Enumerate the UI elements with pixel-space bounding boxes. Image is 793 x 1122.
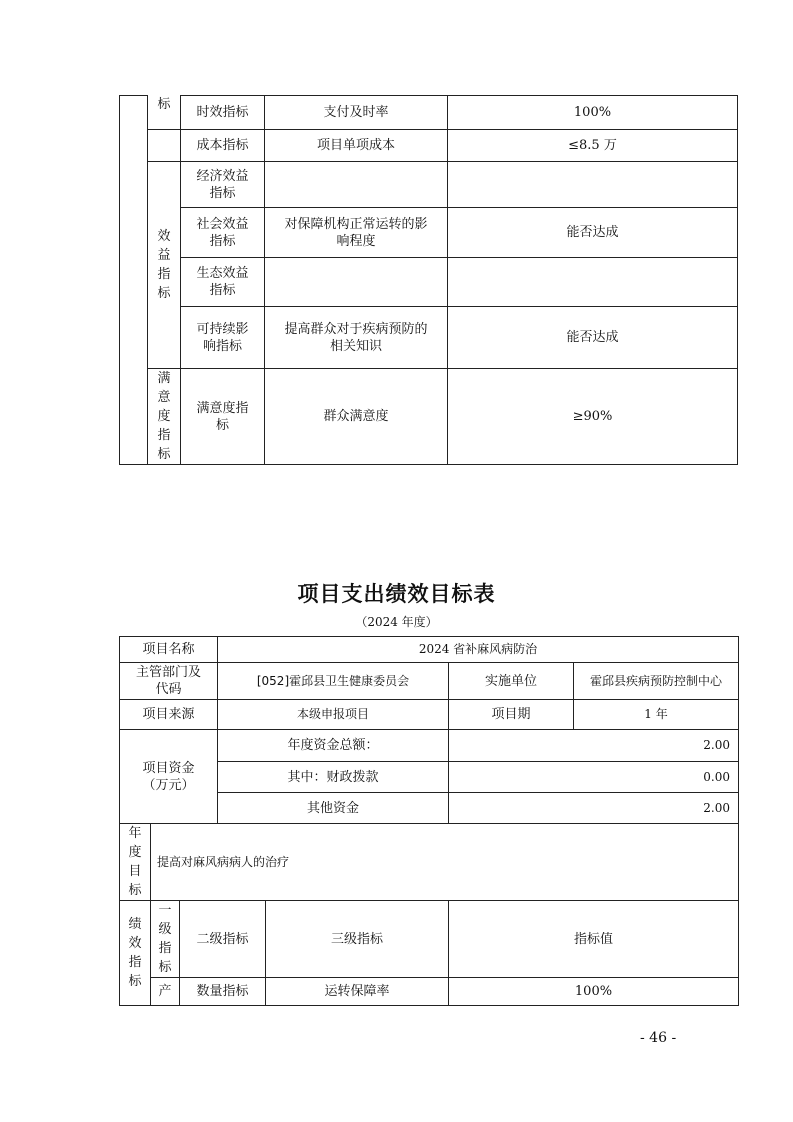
fund-total-value: 2.00	[449, 730, 739, 762]
source-label: 项目来源	[120, 700, 218, 730]
level3-cell: 运转保障率	[266, 978, 449, 1006]
level3-cell: 对保障机构正常运转的影 响程度	[265, 208, 448, 258]
value-cell: 100%	[448, 96, 738, 130]
value-cell: 能否达成	[448, 208, 738, 258]
source-value: 本级申报项目	[218, 700, 449, 730]
dept-value: [052]霍邱县卫生健康委员会	[218, 663, 449, 700]
group-tail-label: 标	[148, 96, 181, 130]
level1-header: 一 级 指 标	[151, 901, 180, 978]
outer-blank-cell	[120, 96, 148, 465]
fund-other-value: 2.00	[449, 793, 739, 824]
fund-total-label: 年度资金总额：	[218, 730, 449, 762]
level2-cell: 生态效益 指标	[181, 258, 265, 307]
level3-cell	[265, 258, 448, 307]
fund-other-label: 其他资金	[218, 793, 449, 824]
value-cell	[448, 258, 738, 307]
level3-header: 三级指标	[266, 901, 449, 978]
level2-cell: 经济效益 指标	[181, 162, 265, 208]
fund-fiscal-label: 其中：财政拨款	[218, 762, 449, 793]
performance-indicator-label: 绩 效 指 标	[120, 901, 151, 1006]
continued-indicator-table	[119, 95, 738, 465]
impl-unit-value: 霍邱县疾病预防控制中心	[574, 663, 739, 700]
level2-cell: 时效指标	[181, 96, 265, 130]
form-title: 项目支出绩效目标表	[297, 582, 496, 606]
group-tail-spacer	[148, 130, 181, 162]
level2-cell: 成本指标	[181, 130, 265, 162]
level3-cell: 提高群众对于疾病预防的 相关知识	[265, 307, 448, 369]
level1-cell: 产	[151, 978, 180, 1006]
level3-cell: 项目单项成本	[265, 130, 448, 162]
level3-cell: 群众满意度	[265, 369, 448, 465]
level3-cell: 支付及时率	[265, 96, 448, 130]
value-cell: ≥90%	[448, 369, 738, 465]
annual-goal-value: 提高对麻风病病人的治疗	[151, 824, 739, 901]
period-value: 1 年	[574, 700, 739, 730]
benefit-group-label: 效 益 指 标	[148, 162, 181, 369]
value-header: 指标值	[449, 901, 739, 978]
fund-fiscal-value: 0.00	[449, 762, 739, 793]
level2-cell: 满意度指 标	[181, 369, 265, 465]
period-label: 项目期	[449, 700, 574, 730]
value-cell: 100%	[449, 978, 739, 1006]
level2-cell: 数量指标	[180, 978, 266, 1006]
value-cell	[448, 162, 738, 208]
performance-target-table	[119, 636, 739, 1006]
level2-cell: 可持续影 响指标	[181, 307, 265, 369]
form-year: （2024 年度）	[355, 615, 438, 629]
level3-cell	[265, 162, 448, 208]
dept-label: 主管部门及 代码	[120, 663, 218, 700]
fund-label: 项目资金 （万元）	[120, 730, 218, 824]
level2-cell: 社会效益 指标	[181, 208, 265, 258]
annual-goal-label: 年 度 目 标	[120, 824, 151, 901]
project-name-label: 项目名称	[120, 637, 218, 663]
value-cell: ≤8.5 万	[448, 130, 738, 162]
value-cell: 能否达成	[448, 307, 738, 369]
page-number: - 46 -	[640, 1030, 677, 1046]
project-name-value: 2024 省补麻风病防治	[218, 637, 739, 663]
level2-header: 二级指标	[180, 901, 266, 978]
impl-unit-label: 实施单位	[449, 663, 574, 700]
satisfaction-group-label: 满 意 度 指 标	[148, 369, 181, 465]
